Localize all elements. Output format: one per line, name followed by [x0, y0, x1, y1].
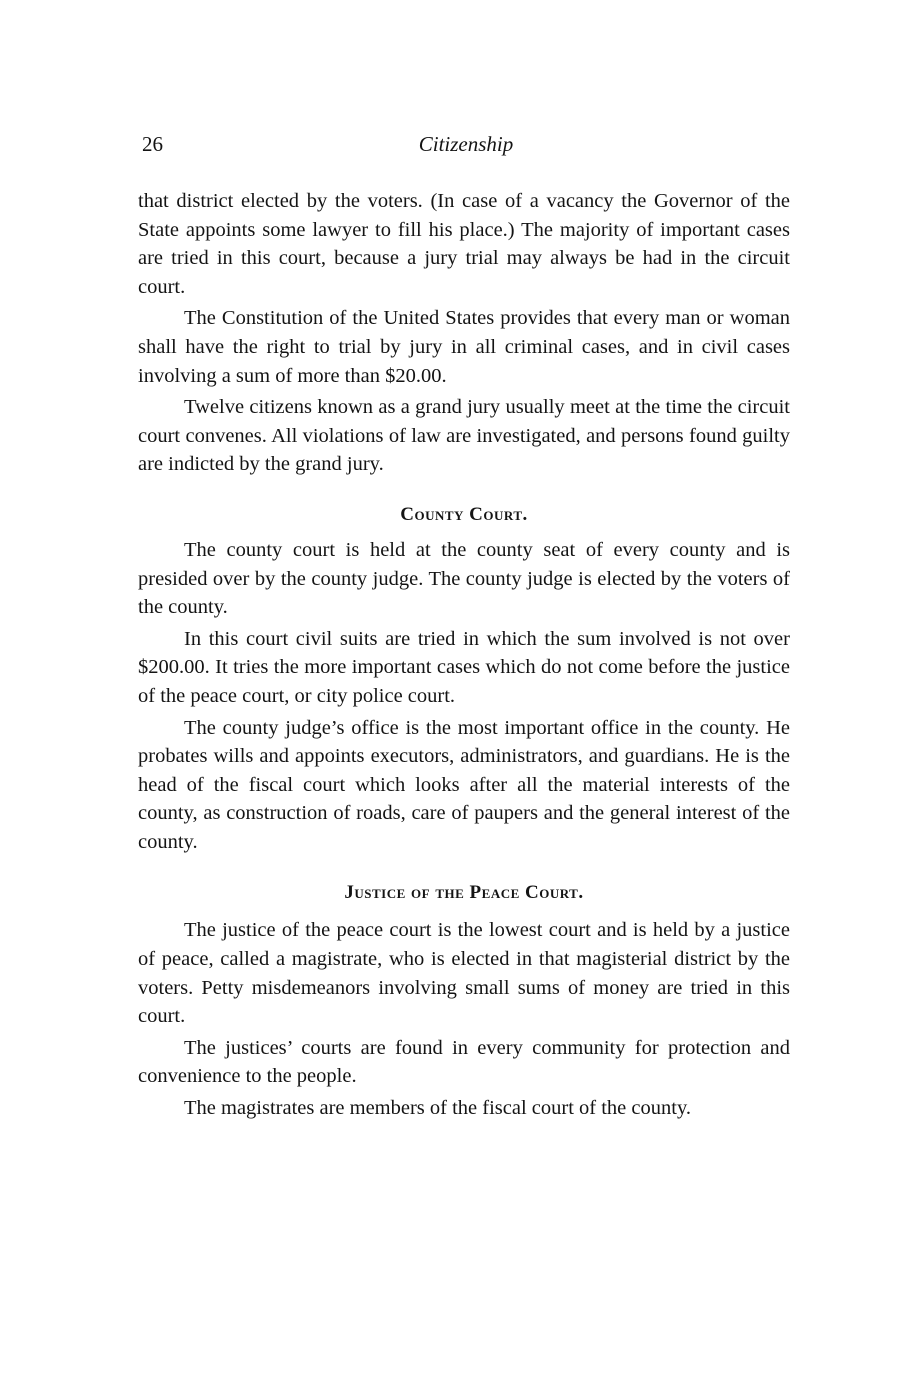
paragraph-justice-court-lowest: The justice of the peace court is the lowest court and is held by a justice of peace, called a magistrate, who is elected in that magisterial district by the voters. Petty misdemeanors involving small sums of money are tried in this court. [138, 919, 790, 1028]
paragraph-county-court-seat: The county court is held at the county seat of every county and is presided over by the county judge. The county judge is elected by the voters of the county. [138, 538, 790, 619]
paragraph-magistrates-fiscal-court: The magistrates are members of the fiscal court of the county. [184, 1097, 691, 1120]
running-title: Citizenship [418, 132, 514, 156]
page-body [138, 187, 790, 1126]
page-header [142, 132, 790, 162]
section-heading-justice-of-peace-court: Justice of the Peace Court. [344, 882, 584, 904]
paragraph-circuit-court-continued: that district elected by the voters. (In case of a vacancy the Governor of the State appoints some lawyer to fill his place.) The majority of important cases are tried in this court, because a jury trial may always be had in the circuit court. [138, 190, 790, 298]
page-number: 26 [142, 132, 163, 156]
paragraph-county-court-civil-suits: In this court civil suits are tried in which the sum involved is not over $200.00. It tries the more important cases which do not come before the justice of the peace court, or city police court. [138, 627, 790, 707]
paragraph-grand-jury: Twelve citizens known as a grand jury usually meet at the time the circuit court convenes. All violations of law are investigated, and persons found guilty are indicted by the grand jury. [138, 396, 790, 476]
paragraph-county-judge-office: The county judge’s office is the most important office in the county. He probates wills and appoints executors, administrators, and guardians. He is the head of the fiscal court which looks after all the material interests of the county, as construction of roads, care of paupers and the general interest of the county. [138, 716, 790, 853]
section-heading-county-court: County Court. [400, 503, 528, 525]
paragraph-justices-courts-community: The justices’ courts are found in every community for protection and convenience to the people. [138, 1036, 790, 1088]
paragraph-jury-right: The Constitution of the United States provides that every man or woman shall have the right to trial by jury in all criminal cases, and in civil cases involving a sum of more than $20.00. [138, 307, 790, 387]
